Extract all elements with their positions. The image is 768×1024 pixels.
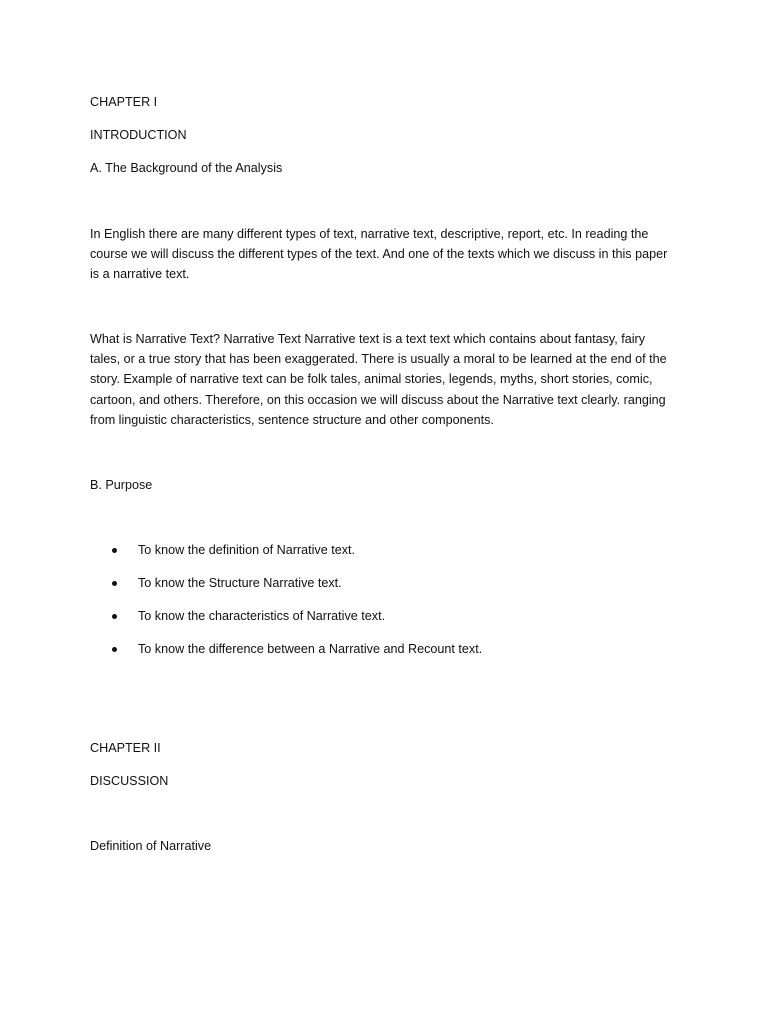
list-item-text: To know the difference between a Narrative and Recount text. bbox=[138, 642, 483, 656]
paragraph-line: tales, or a true story that has been exaggerated. There is usually a moral to be learned at the end of the bbox=[90, 352, 667, 367]
background-paragraph-1 bbox=[90, 224, 680, 285]
paragraph-line: is a narrative text. bbox=[90, 267, 190, 282]
list-item-text: To know the Structure Narrative text. bbox=[138, 576, 342, 590]
list-item-text: To know the characteristics of Narrative text. bbox=[138, 609, 386, 623]
section-b-heading: B. Purpose bbox=[90, 478, 153, 492]
purpose-list bbox=[90, 540, 482, 672]
chapter-1-label: CHAPTER I bbox=[90, 95, 158, 109]
background-paragraph-2 bbox=[90, 329, 680, 430]
paragraph-line: course we will discuss the different types of the text. And one of the texts which we discuss in this paper bbox=[90, 247, 668, 262]
list-item bbox=[90, 540, 482, 573]
list-item bbox=[90, 573, 482, 606]
bullet-icon bbox=[112, 647, 117, 652]
list-item bbox=[90, 639, 482, 672]
definition-heading: Definition of Narrative bbox=[90, 839, 212, 853]
bullet-icon bbox=[112, 581, 117, 586]
paragraph-line: What is Narrative Text? Narrative Text Narrative text is a text text which contains about fantasy, fairy bbox=[90, 332, 646, 346]
list-item-text: To know the definition of Narrative text. bbox=[138, 543, 356, 557]
list-item bbox=[90, 606, 482, 639]
paragraph-line: story. Example of narrative text can be folk tales, animal stories, legends, myths, short stories, comic, bbox=[90, 372, 653, 387]
bullet-icon bbox=[112, 548, 117, 553]
paragraph-line: from linguistic characteristics, sentence structure and other components. bbox=[90, 412, 494, 427]
chapter-1-title: INTRODUCTION bbox=[90, 128, 187, 142]
paragraph-line: In English there are many different types of text, narrative text, descriptive, report, etc. In reading the bbox=[90, 227, 649, 241]
chapter-2-title: DISCUSSION bbox=[90, 774, 169, 788]
paragraph-line: cartoon, and others. Therefore, on this occasion we will discuss about the Narrative text clearly. ranging bbox=[90, 392, 666, 407]
chapter-2-label: CHAPTER II bbox=[90, 741, 161, 755]
section-a-heading: A. The Background of the Analysis bbox=[90, 161, 283, 175]
bullet-icon bbox=[112, 614, 117, 619]
